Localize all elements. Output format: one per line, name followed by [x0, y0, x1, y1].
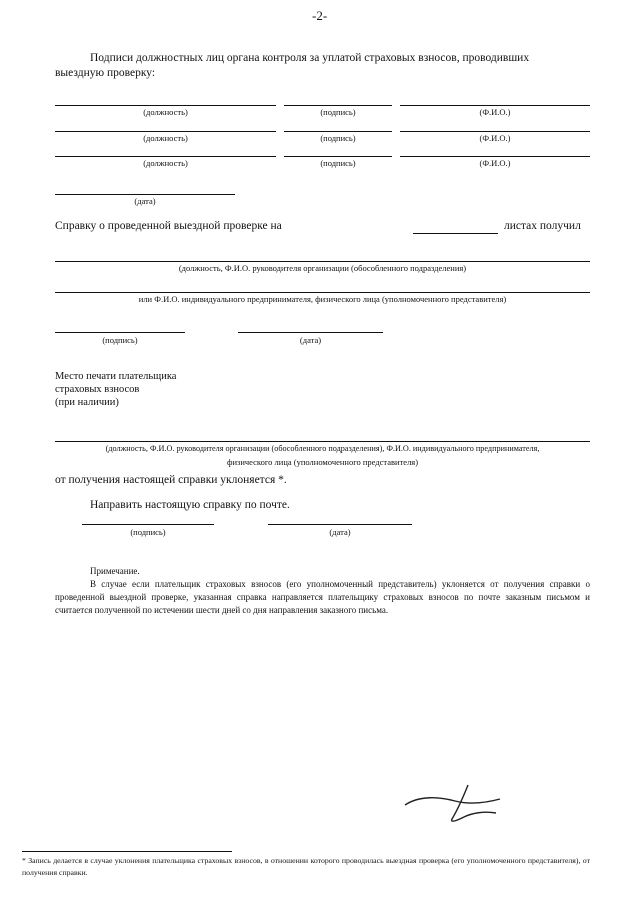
receiver-caption-1: (должность, Ф.И.О. руководителя организации (обособленного подразделения) — [178, 263, 467, 273]
receiver-caption-2: или Ф.И.О. индивидуального предпринимателя, физического лица (уполномоченного представителя) — [138, 294, 507, 304]
date-line — [55, 194, 235, 195]
signature-caption: (подпись) — [320, 158, 356, 168]
receipt-received-text: листах получил — [504, 220, 581, 232]
name-caption: (Ф.И.О.) — [479, 107, 511, 117]
header-line-2: выездную проверку: — [55, 67, 156, 79]
stamp-line-2: страховых взносов — [55, 384, 140, 395]
date-caption: (дата) — [134, 196, 156, 206]
position-line — [55, 105, 276, 106]
signature-line — [284, 105, 392, 106]
position-caption: (должность) — [143, 133, 188, 143]
stamp-line-1: Место печати плательщика — [55, 371, 177, 382]
mail-date-caption: (дата) — [329, 527, 351, 537]
header-line-1: Подписи должностных лиц органа контроля за уплатой страховых взносов, проводивших — [90, 52, 530, 64]
position-line — [55, 131, 276, 132]
name-caption: (Ф.И.О.) — [479, 133, 511, 143]
mail-signature-caption: (подпись) — [130, 527, 166, 537]
receiver-signature-line — [55, 332, 185, 333]
mail-date-line — [268, 524, 412, 525]
page-number: -2- — [312, 8, 328, 23]
name-line — [400, 156, 590, 157]
position-caption: (должность) — [143, 107, 188, 117]
position-caption: (должность) — [143, 158, 188, 168]
signature-line — [284, 156, 392, 157]
name-line — [400, 105, 590, 106]
signature-caption: (подпись) — [320, 133, 356, 143]
mail-signature-line — [82, 524, 214, 525]
signature-caption: (подпись) — [320, 107, 356, 117]
handwritten-signature — [400, 775, 510, 830]
refusal-line — [55, 441, 590, 442]
note-title: Примечание. — [90, 566, 140, 576]
position-line — [55, 156, 276, 157]
refusal-caption-2: физического лица (уполномоченного представителя) — [226, 457, 419, 467]
footnote-separator — [22, 851, 232, 852]
footnote-text: * Запись делается в случае уклонения плательщика страховых взносов, в отношении которого проводилась выездная проверка (его уполномоченного представителя), от получения справки. — [22, 856, 590, 877]
receiver-line-1 — [55, 261, 590, 262]
receiver-signature-caption: (подпись) — [102, 335, 138, 345]
sheets-count-line — [413, 233, 498, 234]
signature-line — [284, 131, 392, 132]
name-caption: (Ф.И.О.) — [479, 158, 511, 168]
name-line — [400, 131, 590, 132]
note-text: В случае если плательщик страховых взносов (его уполномоченный представитель) уклоняется от получения справки о проведенной выездной проверке, указанная справка направляется плательщику страховых взносов по почте заказным письмом и считается полученной по истечении шести дней со дня направления заказного письма. — [55, 579, 590, 615]
receiver-date-line — [238, 332, 383, 333]
stamp-line-3: (при наличии) — [55, 397, 119, 408]
refusal-caption-1: (должность, Ф.И.О. руководителя организации (обособленного подразделения), Ф.И.О. индивидуального предпринимателя, — [105, 444, 540, 453]
receipt-text: Справку о проведенной выездной проверке на — [55, 220, 282, 232]
refusal-text: от получения настоящей справки уклоняется *. — [55, 474, 287, 486]
receiver-date-caption: (дата) — [299, 335, 322, 345]
mail-text: Направить настоящую справку по почте. — [90, 499, 290, 511]
receiver-line-2 — [55, 292, 590, 293]
